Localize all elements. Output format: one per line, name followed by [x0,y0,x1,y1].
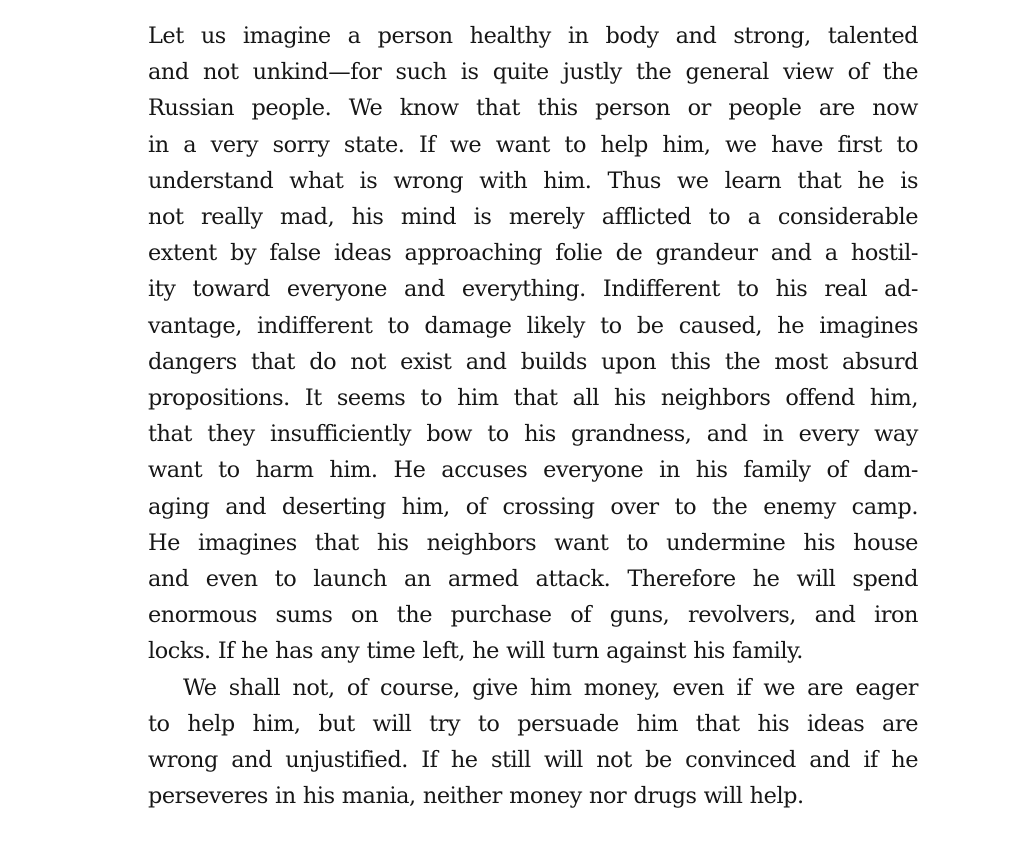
text-line: that they insufficiently bow to his grandness, and in every way [148,421,918,448]
text-line: wrong and unjustified. If he still will not be convinced and if he [148,747,918,774]
text-line: vantage, indifferent to damage likely to be caused, he imagines [148,312,918,339]
text-line: want to harm him. He accuses everyone in his family of dam- [148,457,918,484]
text-line: to help him, but will try to persuade him that his ideas are [148,710,918,737]
text-line: extent by false ideas approaching folie de grandeur and a hostil- [148,240,918,267]
text-line: understand what is wrong with him. Thus we learn that he is [148,167,918,194]
text-line: enormous sums on the purchase of guns, revolvers, and iron [148,602,918,629]
text-line: ity toward everyone and everything. Indifferent to his real ad- [148,276,918,303]
text-line: Let us imagine a person healthy in body and strong, talented [148,23,918,49]
paragraph-2 [148,670,918,815]
text-line: He imagines that his neighbors want to undermine his house [148,529,918,556]
paragraph-1 [148,18,918,670]
text-line: Russian people. We know that this person or people are now [148,95,918,122]
text-line: aging and deserting him, of crossing over to the enemy camp. [148,493,918,520]
text-line: not really mad, his mind is merely afflicted to a considerable [148,204,918,231]
text-line: and not unkind—for such is quite justly the general view of the [148,59,918,86]
text-line: propositions. It seems to him that all his neighbors offend him, [148,385,918,412]
text-line: dangers that do not exist and builds upon this the most absurd [148,348,918,375]
document-page [148,18,918,814]
text-line: perseveres in his mania, neither money nor drugs will help. [148,783,804,810]
document-body [148,18,918,814]
text-line: in a very sorry state. If we want to help him, we have first to [148,131,918,158]
text-line: We shall not, of course, give him money, even if we are eager [183,674,918,701]
text-line: locks. If he has any time left, he will turn against his family. [148,638,803,665]
text-line: and even to launch an armed attack. Therefore he will spend [148,566,918,593]
